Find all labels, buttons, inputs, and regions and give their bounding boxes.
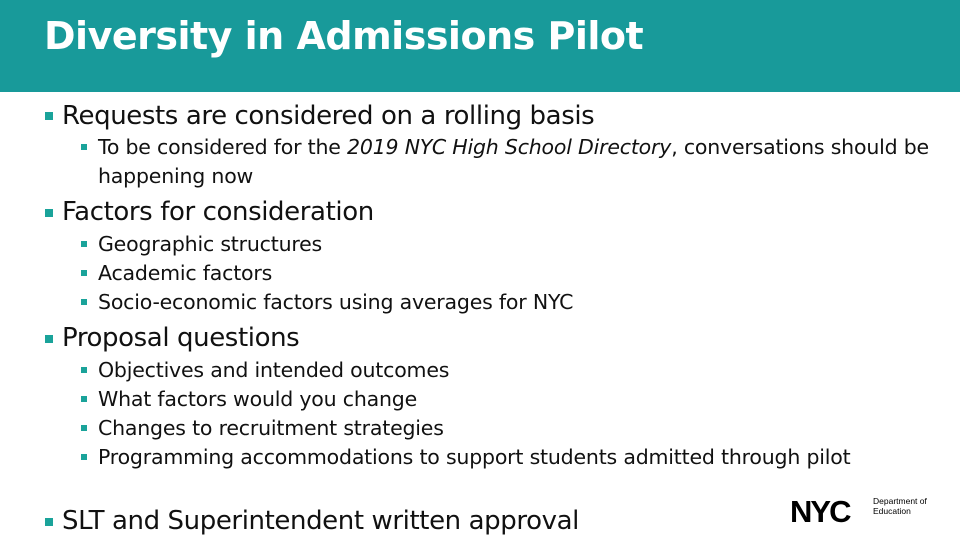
- list-item: What factors would you change: [98, 387, 417, 411]
- nyc-doe-logo: [790, 495, 942, 529]
- list-item-text: , conversations should be happening now: [98, 135, 929, 188]
- list-item-directory: [98, 133, 938, 191]
- square-bullet-icon: [81, 241, 87, 247]
- square-bullet-icon: [81, 396, 87, 402]
- list-item: Socio-economic factors using averages for NYC: [98, 290, 574, 314]
- square-bullet-icon: [81, 270, 87, 276]
- list-item: Objectives and intended outcomes: [98, 358, 450, 382]
- square-bullet-icon: [81, 144, 87, 150]
- list-item: Academic factors: [98, 261, 273, 285]
- square-bullet-icon: [45, 112, 53, 120]
- square-bullet-icon: [81, 299, 87, 305]
- list-item-text: To be considered for the: [98, 135, 348, 159]
- nyc-wordmark: NYC: [790, 495, 850, 529]
- title-bar: [0, 0, 960, 92]
- square-bullet-icon: [45, 518, 53, 526]
- square-bullet-icon: [45, 335, 53, 343]
- list-item: Programming accommodations to support students admitted through pilot: [98, 445, 851, 469]
- square-bullet-icon: [81, 454, 87, 460]
- square-bullet-icon: [45, 209, 53, 217]
- logo-line-1: Department of: [873, 496, 927, 506]
- directory-title: 2019 NYC High School Directory: [347, 135, 672, 159]
- list-item: Geographic structures: [98, 232, 323, 256]
- square-bullet-icon: [81, 367, 87, 373]
- list-item: Changes to recruitment strategies: [98, 416, 444, 440]
- section-heading-rolling-basis: Requests are considered on a rolling basis: [62, 101, 595, 131]
- slide-title: Diversity in Admissions Pilot: [44, 14, 644, 58]
- section-heading-factors: Factors for consideration: [62, 197, 374, 227]
- square-bullet-icon: [81, 425, 87, 431]
- section-heading-proposal: Proposal questions: [62, 323, 300, 353]
- section-heading-approval: SLT and Superintendent written approval: [62, 506, 579, 536]
- logo-line-2: Education: [873, 506, 911, 516]
